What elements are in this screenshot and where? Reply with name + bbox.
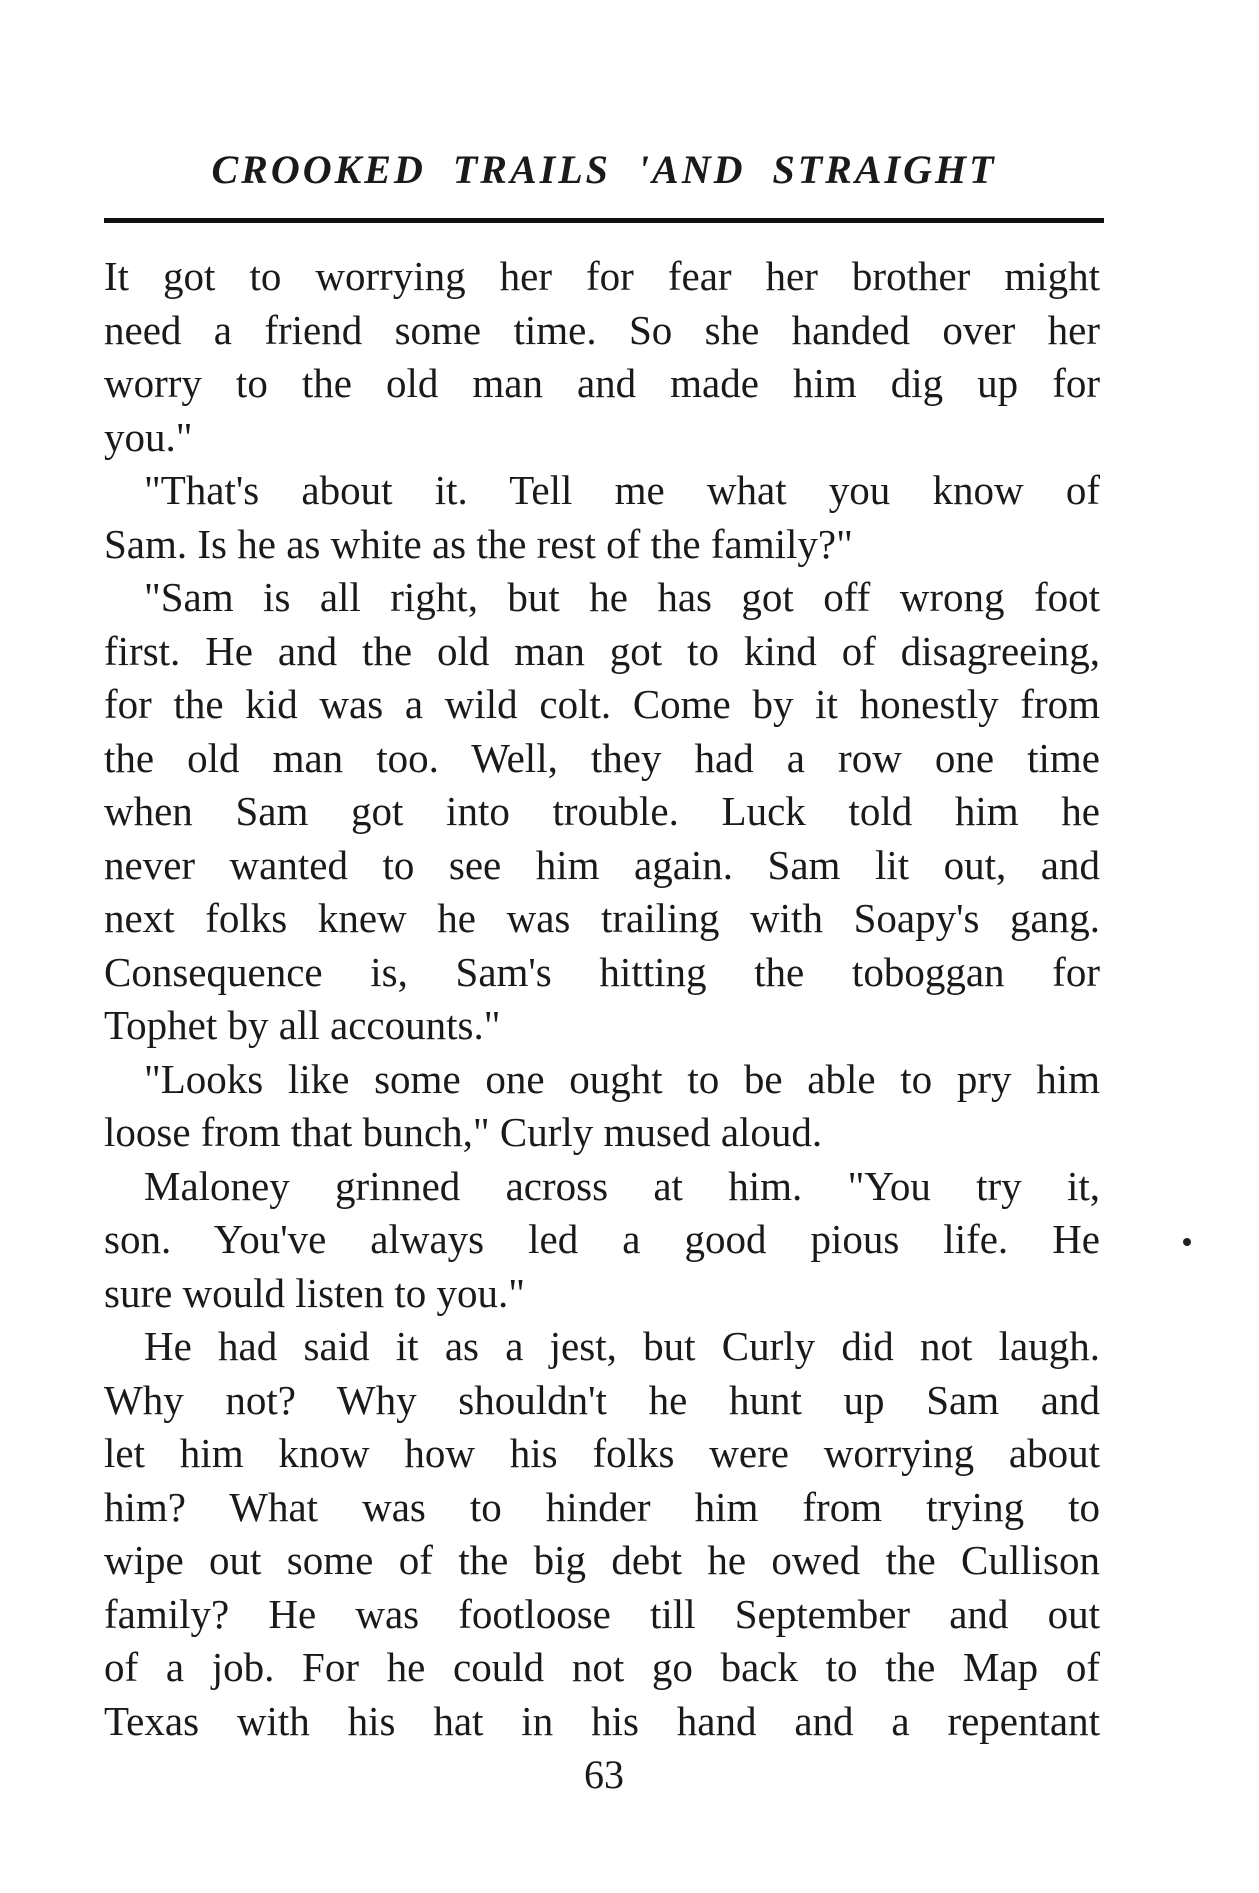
text-line: It got to worrying her for fear her brother might (104, 253, 1100, 299)
text-line: He had said it as a jest, but Curly did not laugh. (144, 1323, 1100, 1369)
ink-speck (1183, 1238, 1191, 1246)
text-line: let him know how his folks were worrying about (104, 1430, 1100, 1476)
text-line: son. You've always led a good pious life. He (104, 1216, 1100, 1262)
text-line: Why not? Why shouldn't he hunt up Sam and (104, 1376, 1100, 1423)
text-line: never wanted to see him again. Sam lit out, and (104, 841, 1100, 888)
text-line: loose from that bunch," Curly mused aloud. (104, 1109, 823, 1155)
text-line: sure would listen to you." (104, 1269, 526, 1316)
text-line: when Sam got into trouble. Luck told him he (104, 788, 1100, 834)
text-line: Consequence is, Sam's hitting the toboggan for (104, 948, 1100, 995)
text-line: you." (104, 413, 193, 460)
text-line: wipe out some of the big debt he owed the Cullison (104, 1537, 1100, 1583)
page-number: 63 (584, 1752, 624, 1797)
text-line: Maloney grinned across at him. "You try it, (144, 1162, 1100, 1209)
text-line: worry to the old man and made him dig up for (104, 360, 1100, 406)
text-line: need a friend some time. So she handed over her (104, 306, 1100, 353)
text-line: family? He was footloose till September and out (104, 1590, 1100, 1637)
header-rule (104, 218, 1104, 223)
text-line: "Sam is all right, but he has got off wrong foot (144, 574, 1100, 620)
text-line: Tophet by all accounts." (104, 1002, 501, 1048)
text-line: for the kid was a wild colt. Come by it honestly from (104, 681, 1100, 727)
text-line: first. He and the old man got to kind of disagreeing, (104, 627, 1100, 674)
body-text (104, 250, 1100, 1748)
text-line: next folks knew he was trailing with Soapy's gang. (104, 895, 1100, 941)
text-line: the old man too. Well, they had a row one time (104, 734, 1100, 781)
text-line: "Looks like some one ought to be able to pry him (144, 1055, 1100, 1102)
running-head: CROOKED TRAILS 'AND STRAIGHT (211, 147, 997, 192)
text-line: of a job. For he could not go back to the Map of (104, 1644, 1100, 1690)
text-line: Texas with his hat in his hand and a repentant (104, 1697, 1100, 1744)
text-line: Sam. Is he as white as the rest of the family?" (104, 520, 853, 567)
text-line: "That's about it. Tell me what you know of (144, 467, 1100, 513)
text-line: him? What was to hinder him from trying to (104, 1483, 1100, 1530)
